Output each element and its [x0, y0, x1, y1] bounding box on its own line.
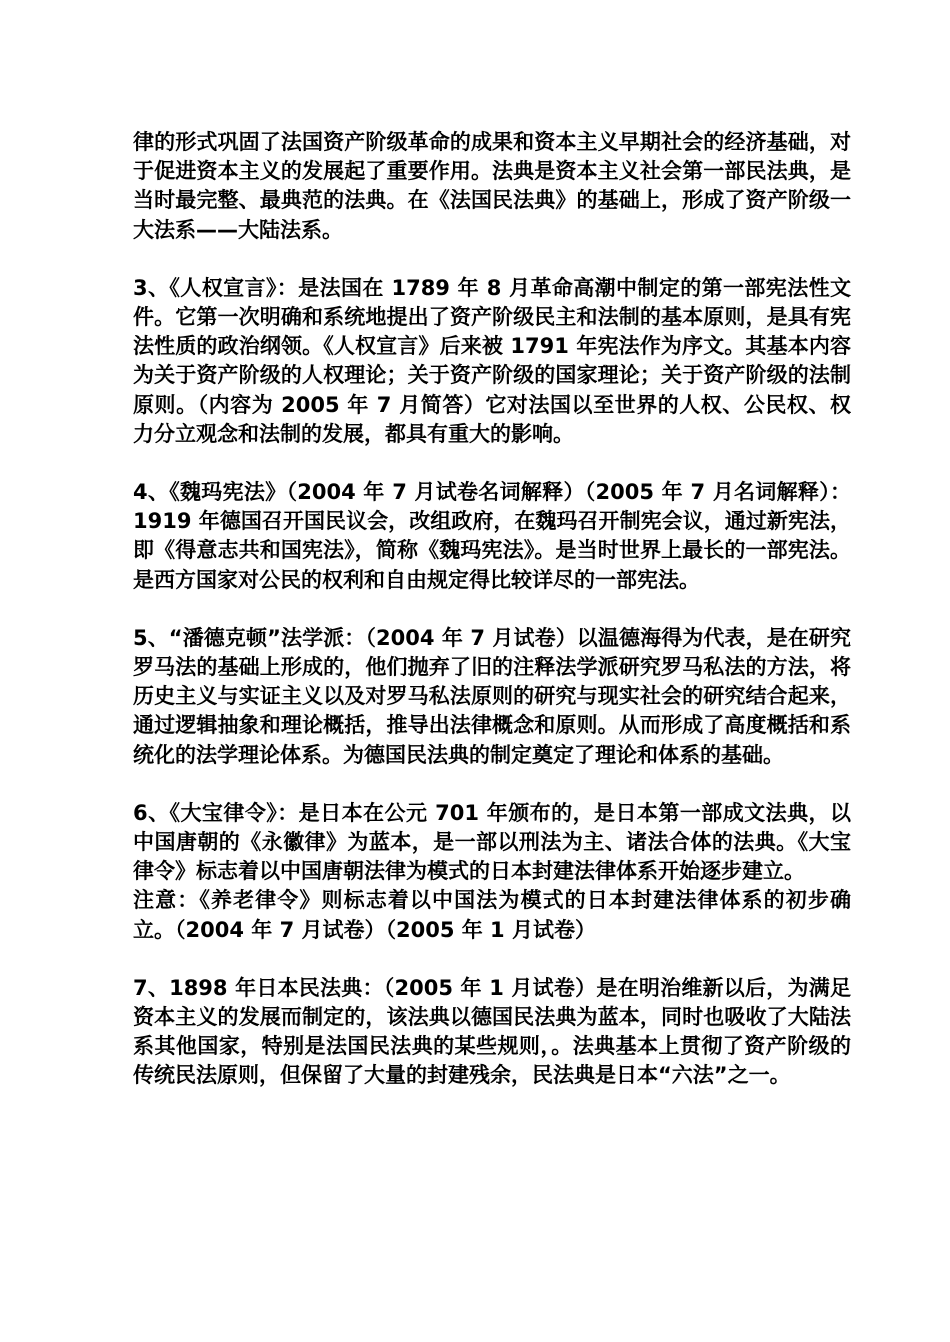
document-page — [133, 128, 851, 1120]
item-6-text: 6、《大宝律令》：是日本在公元 701 年颁布的，是日本第一部成文法典，以中国唐朝的《永徽律》为蓝本，是一部以刑法为主、诸法合体的法典。《大宝律令》标志着以中国唐朝法律为模式的日本封建法律体系开始逐步建立。 — [133, 800, 851, 884]
item-6-note: 注意：《养老律令》则标志着以中国法为模式的日本封建法律体系的初步确立。（2004 年 7 月试卷）（2005 年 1 月试卷） — [133, 888, 851, 942]
item-6-taiho-code — [133, 799, 851, 945]
item-5-pandectist-school: 5、“潘德克顿”法学派：（2004 年 7 月试卷）以温德海得为代表，是在研究罗马法的基础上形成的，他们抛弃了旧的注释法学派研究罗马私法的方法，将历史主义与实证主义以及对罗马私法原则的研究与现实社会的研究结合起来，通过逻辑抽象和理论概括，推导出法律概念和原则。从而形成了高度概括和系统化的法学理论体系。为德国民法典的制定奠定了理论和体系的基础。 — [133, 625, 851, 767]
intro-paragraph: 律的形式巩固了法国资产阶级革命的成果和资本主义早期社会的经济基础，对于促进资本主义的发展起了重要作用。法典是资本主义社会第一部民法典，是当时最完整、最典范的法典。在《法国民法典》的基础上，形成了资产阶级一大法系——大陆法系。 — [133, 130, 851, 242]
item-7-japanese-civil-code: 7、1898 年日本民法典：（2005 年 1 月试卷）是在明治维新以后，为满足资本主义的发展而制定的，该法典以德国民法典为蓝本，同时也吸收了大陆法系其他国家，特别是法国民法典的某些规则，。法典基本上贯彻了资产阶级的传统民法原则，但保留了大量的封建残余，民法典是日本“六法”之一。 — [133, 975, 851, 1088]
item-4-weimar-constitution: 4、《魏玛宪法》（2004 年 7 月试卷名词解释）（2005 年 7 月名词解释）：1919 年德国召开国民议会，改组政府，在魏玛召开制宪会议，通过新宪法，即《得意志共和国宪法》，简称《魏玛宪法》。是当时世界上最长的一部宪法。是西方国家对公民的权利和自由规定得比较详尽的一部宪法。 — [133, 480, 851, 592]
item-3-human-rights-declaration: 3、《人权宣言》：是法国在 1789 年 8 月革命高潮中制定的第一部宪法性文件。它第一次明确和系统地提出了资产阶级民主和法制的基本原则，是具有宪法性质的政治纲领。《人权宣言》后来被 1791 年宪法作为序文。其基本内容为关于资产阶级的人权理论；关于资产阶级的国家理论；关于资产阶级的法制原则。（内容为 2005 年 7 月简答）它对法国以至世界的人权、公民权、权力分立观念和法制的发展，都具有重大的影响。 — [133, 275, 851, 446]
